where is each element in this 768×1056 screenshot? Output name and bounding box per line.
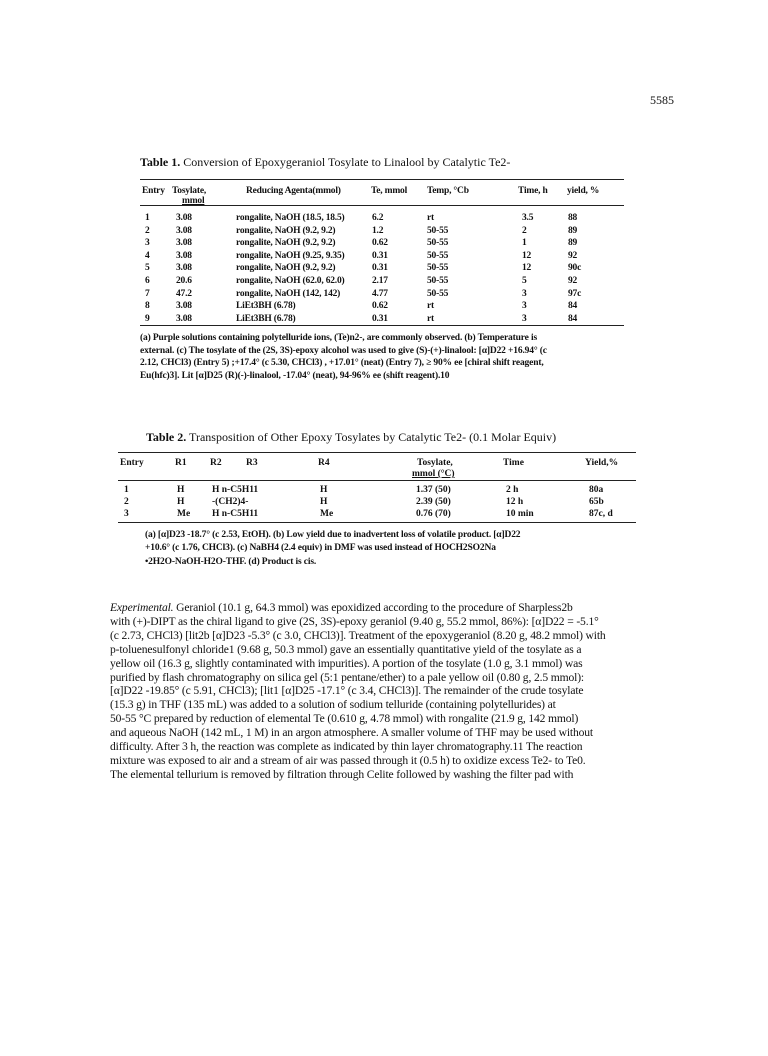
- t1-cell-time: 3: [522, 301, 527, 312]
- t1-cell-te: 1.2: [372, 225, 384, 236]
- t1-cell-yield: 92: [568, 276, 578, 286]
- t1-cell-entry: 9: [145, 313, 150, 324]
- t2-cell-entry: 2: [124, 496, 129, 507]
- t2-cell-r1: H: [177, 496, 185, 507]
- t2-header-r1: R1: [175, 458, 187, 468]
- table1-header-rule: [140, 205, 624, 206]
- body-text-line: The elemental tellurium is removed by filtration through Celite followed by washing the filter pad with: [110, 767, 574, 781]
- table2-bottom-rule: [118, 522, 636, 523]
- t2-cell-r2r3: H n-C5H11: [212, 508, 259, 519]
- t1-cell-tosylate: 3.08: [176, 263, 192, 274]
- body-text-line: yellow oil (16.3 g, slightly contaminated with impurities). A portion of the tosylate (1.0 g, 3.1 mmol) was: [110, 656, 583, 670]
- t1-cell-time: 12: [522, 250, 532, 261]
- t1-cell-te: 0.31: [372, 313, 388, 324]
- t1-cell-entry: 2: [145, 225, 150, 236]
- t1-cell-temp: rt: [427, 213, 434, 223]
- t2-header-entry: Entry: [120, 458, 144, 468]
- t1-cell-tosylate: 47.2: [176, 288, 192, 299]
- t2-cell-r4: H: [320, 485, 328, 495]
- t2-cell-time: 10 min: [506, 508, 534, 519]
- t1-cell-temp: 50-55: [427, 263, 449, 274]
- t1-header-yield: yield, %: [567, 186, 600, 196]
- t1-cell-reducing: LiEt3BH (6.78): [236, 313, 296, 324]
- t1-cell-yield: 90c: [568, 263, 582, 274]
- t1-cell-temp: 50-55: [427, 225, 449, 236]
- t1-cell-time: 2: [522, 225, 527, 236]
- t2-cell-r1: H: [177, 485, 185, 495]
- table1-label: Table 1.: [140, 155, 181, 169]
- page-number: 5585: [650, 93, 674, 107]
- t2-cell-yield: 87c, d: [589, 508, 613, 519]
- t1-cell-tosylate: 3.08: [176, 250, 192, 261]
- t1-note-line: 2.12, CHCl3) (Entry 5) ;+17.4° (c 5.30, CHCl3) , +17.01° (neat) (Entry 7), ≥ 90% ee [chiral shift reagent,: [140, 358, 544, 369]
- t1-cell-yield: 84: [568, 313, 578, 324]
- t1-cell-tosylate: 3.08: [176, 238, 192, 249]
- t1-cell-tosylate: 3.08: [176, 313, 192, 324]
- t1-header-tosylate-unit: mmol: [182, 196, 205, 206]
- table2-notes: [145, 529, 625, 569]
- t1-header-temp: Temp, °Cb: [427, 186, 469, 196]
- t2-cell-r1: Me: [177, 508, 191, 519]
- table2-label: Table 2.: [146, 430, 187, 444]
- t1-cell-te: 0.62: [372, 301, 388, 312]
- t1-cell-time: 3: [522, 313, 527, 324]
- t1-cell-entry: 7: [145, 288, 150, 299]
- t2-header-r2: R2: [210, 458, 222, 468]
- t2-note-line: •2H2O-NaOH-H2O-THF. (d) Product is cis.: [145, 556, 317, 567]
- t1-cell-entry: 1: [145, 213, 150, 223]
- table2-header-rule: [118, 480, 636, 481]
- table2-top-rule: [118, 452, 636, 453]
- t1-cell-te: 2.17: [372, 276, 388, 286]
- t1-cell-entry: 6: [145, 276, 150, 286]
- t2-cell-time: 2 h: [506, 485, 519, 495]
- t1-header-reducing: Reducing Agenta(mmol): [246, 186, 341, 196]
- body-text-line: 50-55 °C prepared by reduction of elemental Te (0.610 g, 4.78 mmol) with rongalite (21.9 g, 142 mmol): [110, 712, 579, 726]
- t1-cell-reducing: rongalite, NaOH (9.2, 9.2): [236, 225, 336, 236]
- t1-cell-reducing: LiEt3BH (6.78): [236, 301, 296, 312]
- t2-cell-tosylate: 0.76 (70): [416, 508, 451, 519]
- t2-cell-r4: Me: [320, 508, 334, 519]
- body-text-line: with (+)-DIPT as the chiral ligand to give (2S, 3S)-epoxy geraniol (9.40 g, 55.2 mmol, 86%): [α]D22 = -5.1°: [110, 614, 599, 628]
- body-text-line: difficulty. After 3 h, the reaction was complete as indicated by thin layer chromatography.11 The reaction: [110, 740, 583, 754]
- t1-cell-time: 12: [522, 263, 532, 274]
- table1-notes: [140, 332, 640, 382]
- t2-header-time: Time: [503, 458, 524, 468]
- t2-cell-time: 12 h: [506, 496, 524, 507]
- t2-note-line: +10.6° (c 1.76, CHCl3). (c) NaBH4 (2.4 equiv) in DMF was used instead of HOCH2SO2Na: [145, 543, 496, 554]
- t1-cell-yield: 89: [568, 238, 578, 249]
- t1-cell-tosylate: 3.08: [176, 213, 192, 223]
- experimental-paragraph: [110, 601, 675, 782]
- table1-top-rule: [140, 179, 624, 180]
- t2-header-tosylate-unit: mmol (°C): [412, 469, 455, 479]
- t2-cell-tosylate: 2.39 (50): [416, 496, 451, 507]
- t1-cell-time: 1: [522, 238, 527, 249]
- t2-cell-yield: 80a: [589, 485, 604, 495]
- t2-header-r4: R4: [318, 458, 330, 468]
- t2-note-line: (a) [α]D23 -18.7° (c 2.53, EtOH). (b) Low yield due to inadvertent loss of volatile product. [α]D22: [145, 530, 521, 540]
- t1-note-line: (a) Purple solutions containing polytelluride ions, (Te)n2-, are commonly observed. (b) Temperature is: [140, 333, 537, 343]
- t2-cell-entry: 3: [124, 508, 129, 519]
- t1-cell-entry: 5: [145, 263, 150, 274]
- t1-cell-reducing: rongalite, NaOH (18.5, 18.5): [236, 213, 345, 223]
- t1-cell-yield: 84: [568, 301, 578, 312]
- t2-cell-tosylate: 1.37 (50): [416, 485, 451, 495]
- t1-header-te: Te, mmol: [371, 186, 408, 196]
- t1-cell-time: 3: [522, 288, 527, 299]
- table2-title: Transposition of Other Epoxy Tosylates by Catalytic Te2- (0.1 Molar Equiv): [189, 430, 557, 444]
- t1-cell-temp: rt: [427, 313, 434, 324]
- body-text-line: purified by flash chromatography on silica gel (5:1 pentane/ether) to a pale yellow oil (0.80 g, 2.5 mmol):: [110, 670, 584, 684]
- t1-cell-time: 3.5: [522, 213, 534, 223]
- table1-caption: [140, 155, 510, 170]
- t2-cell-entry: 1: [124, 485, 129, 495]
- t1-cell-reducing: rongalite, NaOH (62.0, 62.0): [236, 276, 345, 286]
- t1-cell-te: 4.77: [372, 288, 388, 299]
- body-text-line: [α]D22 -19.85° (c 5.91, CHCl3); [lit1 [α]D25 -17.1° (c 3.4, CHCl3)]. The remainder of the crude tosylate: [110, 684, 584, 698]
- body-text-line: and aqueous NaOH (142 mL, 1 M) in an argon atmosphere. A smaller volume of THF may be used without: [110, 726, 593, 740]
- t1-cell-temp: 50-55: [427, 250, 449, 261]
- body-text-line: (c 2.73, CHCl3) [lit2b [α]D23 -5.3° (c 3.0, CHCl3)]. Treatment of the epoxygeraniol (8.20 g, 48.2 mmol) with: [110, 628, 606, 642]
- t1-cell-te: 0.31: [372, 263, 388, 274]
- t1-cell-tosylate: 20.6: [176, 276, 192, 286]
- t1-note-line: Eu(hfc)3]. Lit [α]D25 (R)(-)-linalool, -17.04° (neat), 94-96% ee (shift reagent).10: [140, 370, 450, 381]
- t1-cell-temp: rt: [427, 301, 434, 312]
- t1-cell-temp: 50-55: [427, 288, 449, 299]
- t1-cell-entry: 3: [145, 238, 150, 249]
- t1-note-line: external. (c) The tosylate of the (2S, 3S)-epoxy alcohol was used to give (S)-(+)-linalool: [α]D22 +16.94° (c: [140, 345, 547, 356]
- body-text-line: p-toluenesulfonyl chloride1 (9.68 g, 50.3 mmol) gave an essentially quantitative yield of the tosylate as a: [110, 642, 582, 656]
- t1-cell-te: 6.2: [372, 213, 384, 223]
- t2-cell-r2r3: -(CH2)4-: [212, 496, 249, 507]
- table1-title: Conversion of Epoxygeraniol Tosylate to Linalool by Catalytic Te2-: [183, 155, 511, 169]
- t1-cell-reducing: rongalite, NaOH (9.2, 9.2): [236, 263, 336, 274]
- t2-cell-r4: H: [320, 496, 328, 507]
- t1-cell-tosylate: 3.08: [176, 301, 192, 312]
- t2-header-tosylate: Tosylate,: [417, 458, 453, 468]
- t2-cell-r2r3: H n-C5H11: [212, 485, 259, 495]
- t2-header-r3: R3: [246, 458, 258, 468]
- t1-cell-temp: 50-55: [427, 238, 449, 249]
- t2-header-yield: Yield,%: [585, 458, 619, 468]
- t1-cell-te: 0.62: [372, 238, 388, 249]
- t1-cell-tosylate: 3.08: [176, 225, 192, 236]
- t1-cell-entry: 4: [145, 250, 150, 261]
- t1-cell-yield: 88: [568, 213, 578, 223]
- t1-cell-yield: 89: [568, 225, 578, 236]
- t1-cell-temp: 50-55: [427, 276, 449, 286]
- t1-cell-reducing: rongalite, NaOH (142, 142): [236, 288, 341, 299]
- t2-cell-yield: 65b: [589, 496, 604, 507]
- t1-cell-te: 0.31: [372, 250, 388, 261]
- body-text-line: (15.3 g) in THF (135 mL) was added to a solution of sodium telluride (containing polytellurides) at: [110, 698, 556, 712]
- t1-header-entry: Entry: [142, 186, 165, 196]
- body-text-line: mixture was exposed to air and a stream of air was passed through it (0.5 h) to oxidize excess Te2- to Te0.: [110, 753, 586, 767]
- t1-cell-reducing: rongalite, NaOH (9.25, 9.35): [236, 250, 345, 261]
- body-text-line: Experimental. Geraniol (10.1 g, 64.3 mmol) was epoxidized according to the procedure of Sharpless2b: [110, 601, 573, 614]
- t1-cell-entry: 8: [145, 301, 150, 312]
- table1-bottom-rule: [140, 325, 624, 326]
- t1-header-tosylate: Tosylate,: [172, 186, 207, 196]
- t1-cell-yield: 97c: [568, 288, 582, 299]
- t1-cell-reducing: rongalite, NaOH (9.2, 9.2): [236, 238, 336, 249]
- t1-cell-yield: 92: [568, 250, 578, 261]
- t1-header-time: Time, h: [518, 186, 548, 196]
- t1-cell-time: 5: [522, 276, 527, 286]
- table2-caption: [146, 430, 556, 445]
